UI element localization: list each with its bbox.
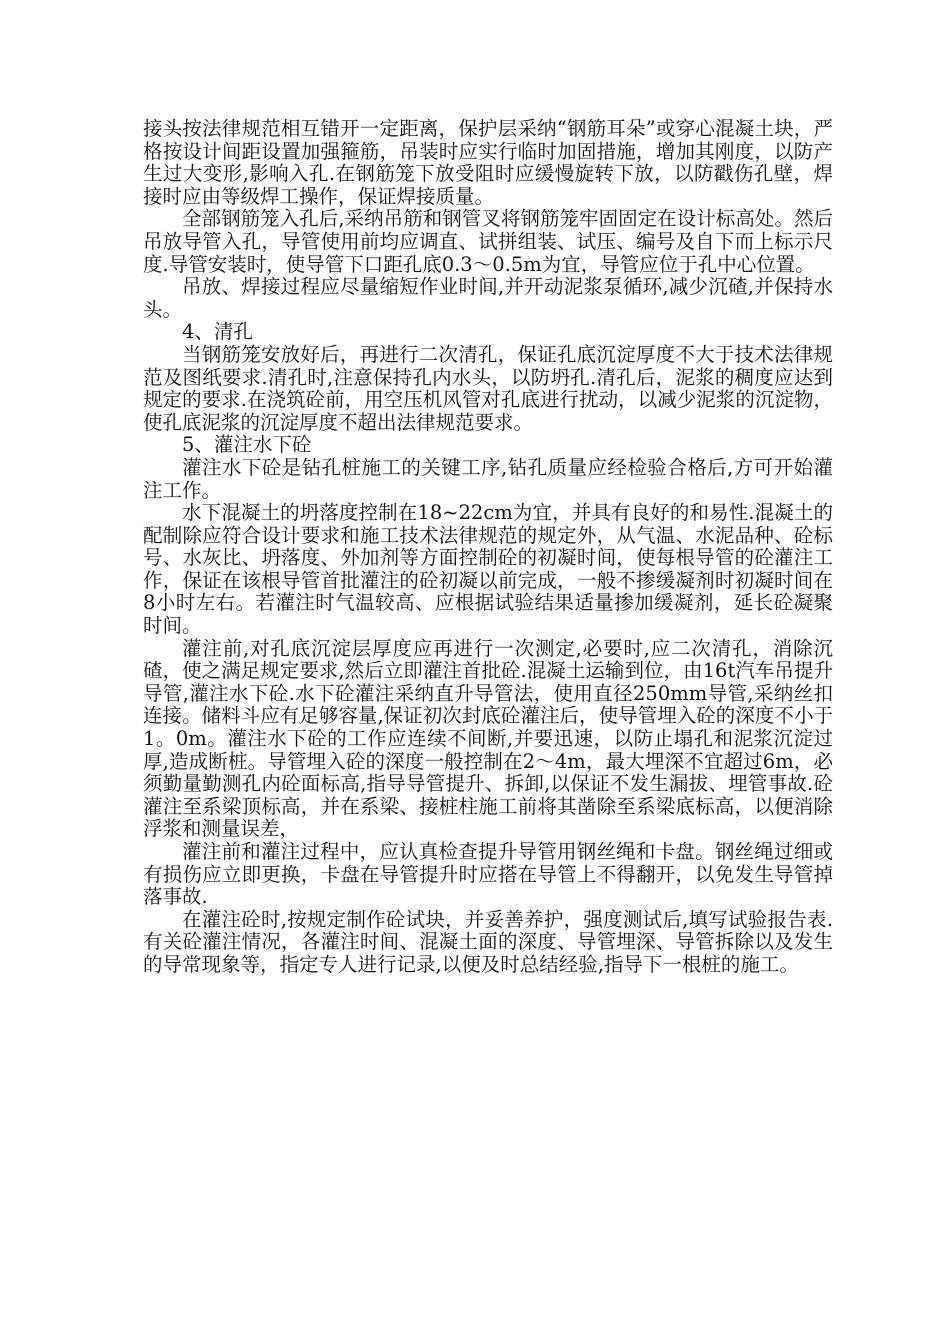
paragraph-test-blocks-records: 在灌注砼时,按规定制作砼试块，并妥善养护，强度测试后,填写试验报告表.有关砼灌注情况，各灌注时间、混凝土面的深度、导管埋深、导管拆除以及发生的导常现象等，指定专人进行记录,以便及时总结经验,指导下一根桩的施工。 xyxy=(143,907,833,976)
paragraph-cage-fixing-and-tremie: 全部钢筋笼入孔后,采纳吊筋和钢管叉将钢筋笼牢固固定在设计标高处。然后吊放导管入孔，导管使用前均应调直、试拼组装、试压、编号及自下而上标示尺度.导管安装时，使导管下口距孔底0.3～0.5m为宜，导管应位于孔中心位置。 xyxy=(143,207,833,276)
paragraph-cable-inspection: 灌注前和灌注过程中，应认真检查提升导管用钢丝绳和卡盘。钢丝绳过细或有损伤应立即更换，卡盘在导管提升时应搭在导管上不得翻开，以免发生导管掉落事故. xyxy=(143,840,833,909)
section-heading-underwater-concrete: 5、灌注水下砼 xyxy=(182,433,312,457)
paragraph-shorten-work-time: 吊放、焊接过程应尽量缩短作业时间,并开动泥浆泵循环,减少沉碴,并保持水头。 xyxy=(143,275,833,321)
paragraph-slump-control: 水下混凝土的坍落度控制在18~22cm为宜，并具有良好的和易性.混凝土的配制除应符合设计要求和施工技术法律规范的规定外，从气温、水泥品种、砼标号、水灰比、坍落度、外加剂等方面控制砼的初凝时间，使每根导管的砼灌注工作，保证在该根导管首批灌注的砼初凝以前完成，一般不掺缓凝剂时初凝时间在8小时左右。若灌注时气温较高、应根据试验结果适量掺加缓凝剂，延长砼凝聚时间。 xyxy=(143,501,833,638)
paragraph-key-process: 灌注水下砼是钻孔桩施工的关键工序,钻孔质量应经检验合格后,方可开始灌注工作。 xyxy=(143,455,833,502)
paragraph-pouring-procedure: 灌注前,对孔底沉淀层厚度应再进行一次测定,必要时,应二次清孔，消除沉碴，使之满足规定要求,然后立即灌注首批砼.混凝土运输到位，由16t汽车吊提升导管,灌注水下砼.水下砼灌注采纳直升导管法，使用直径250mm导管,采纳丝扣连接。储料斗应有足够容量,保证初次封底砼灌注后，使导管埋入砼的深度不小于1。0m。灌注水下砼的工作应连续不间断,并要迅速，以防止塌孔和泥浆沉淀过厚,造成断桩。导管埋入砼的深度一般控制在2～4m，最大埋深不宜超过6m，必须勤量勤测孔内砼面标高,指导导管提升、拆卸,以保证不发生漏拔、埋管事故.砼灌注至系梁顶标高，并在系梁、接桩柱施工前将其凿除至系梁底标高，以便消除浮浆和测量误差， xyxy=(143,636,833,841)
paragraph-second-cleaning: 当钢筋笼安放好后，再进行二次清孔，保证孔底沉淀厚度不大于技术法律规范及图纸要求.清孔时,注意保持孔内水头，以防坍孔.清孔后，泥浆的稠度应达到规定的要求.在浇筑砼前，用空压机风管对孔底进行扰动，以减少泥浆的沉淀物，使孔底泥浆的沉淀厚度不超出法律规范要求。 xyxy=(143,342,833,434)
section-heading-hole-cleaning: 4、清孔 xyxy=(182,320,253,344)
paragraph-rebar-cage-joints: 接头按法律规范相互错开一定距离，保护层采纳“钢筋耳朵”或穿心混凝土块，严格按设计间距设置加强箍筋，吊装时应实行临时加固措施，增加其刚度，以防产生过大变形,影响入孔.在钢筋笼下放受阻时应缓慢旋转下放，以防戳伤孔壁，焊接时应由等级焊工操作，保证焊接质量。 xyxy=(143,117,833,208)
document-body xyxy=(143,118,833,977)
